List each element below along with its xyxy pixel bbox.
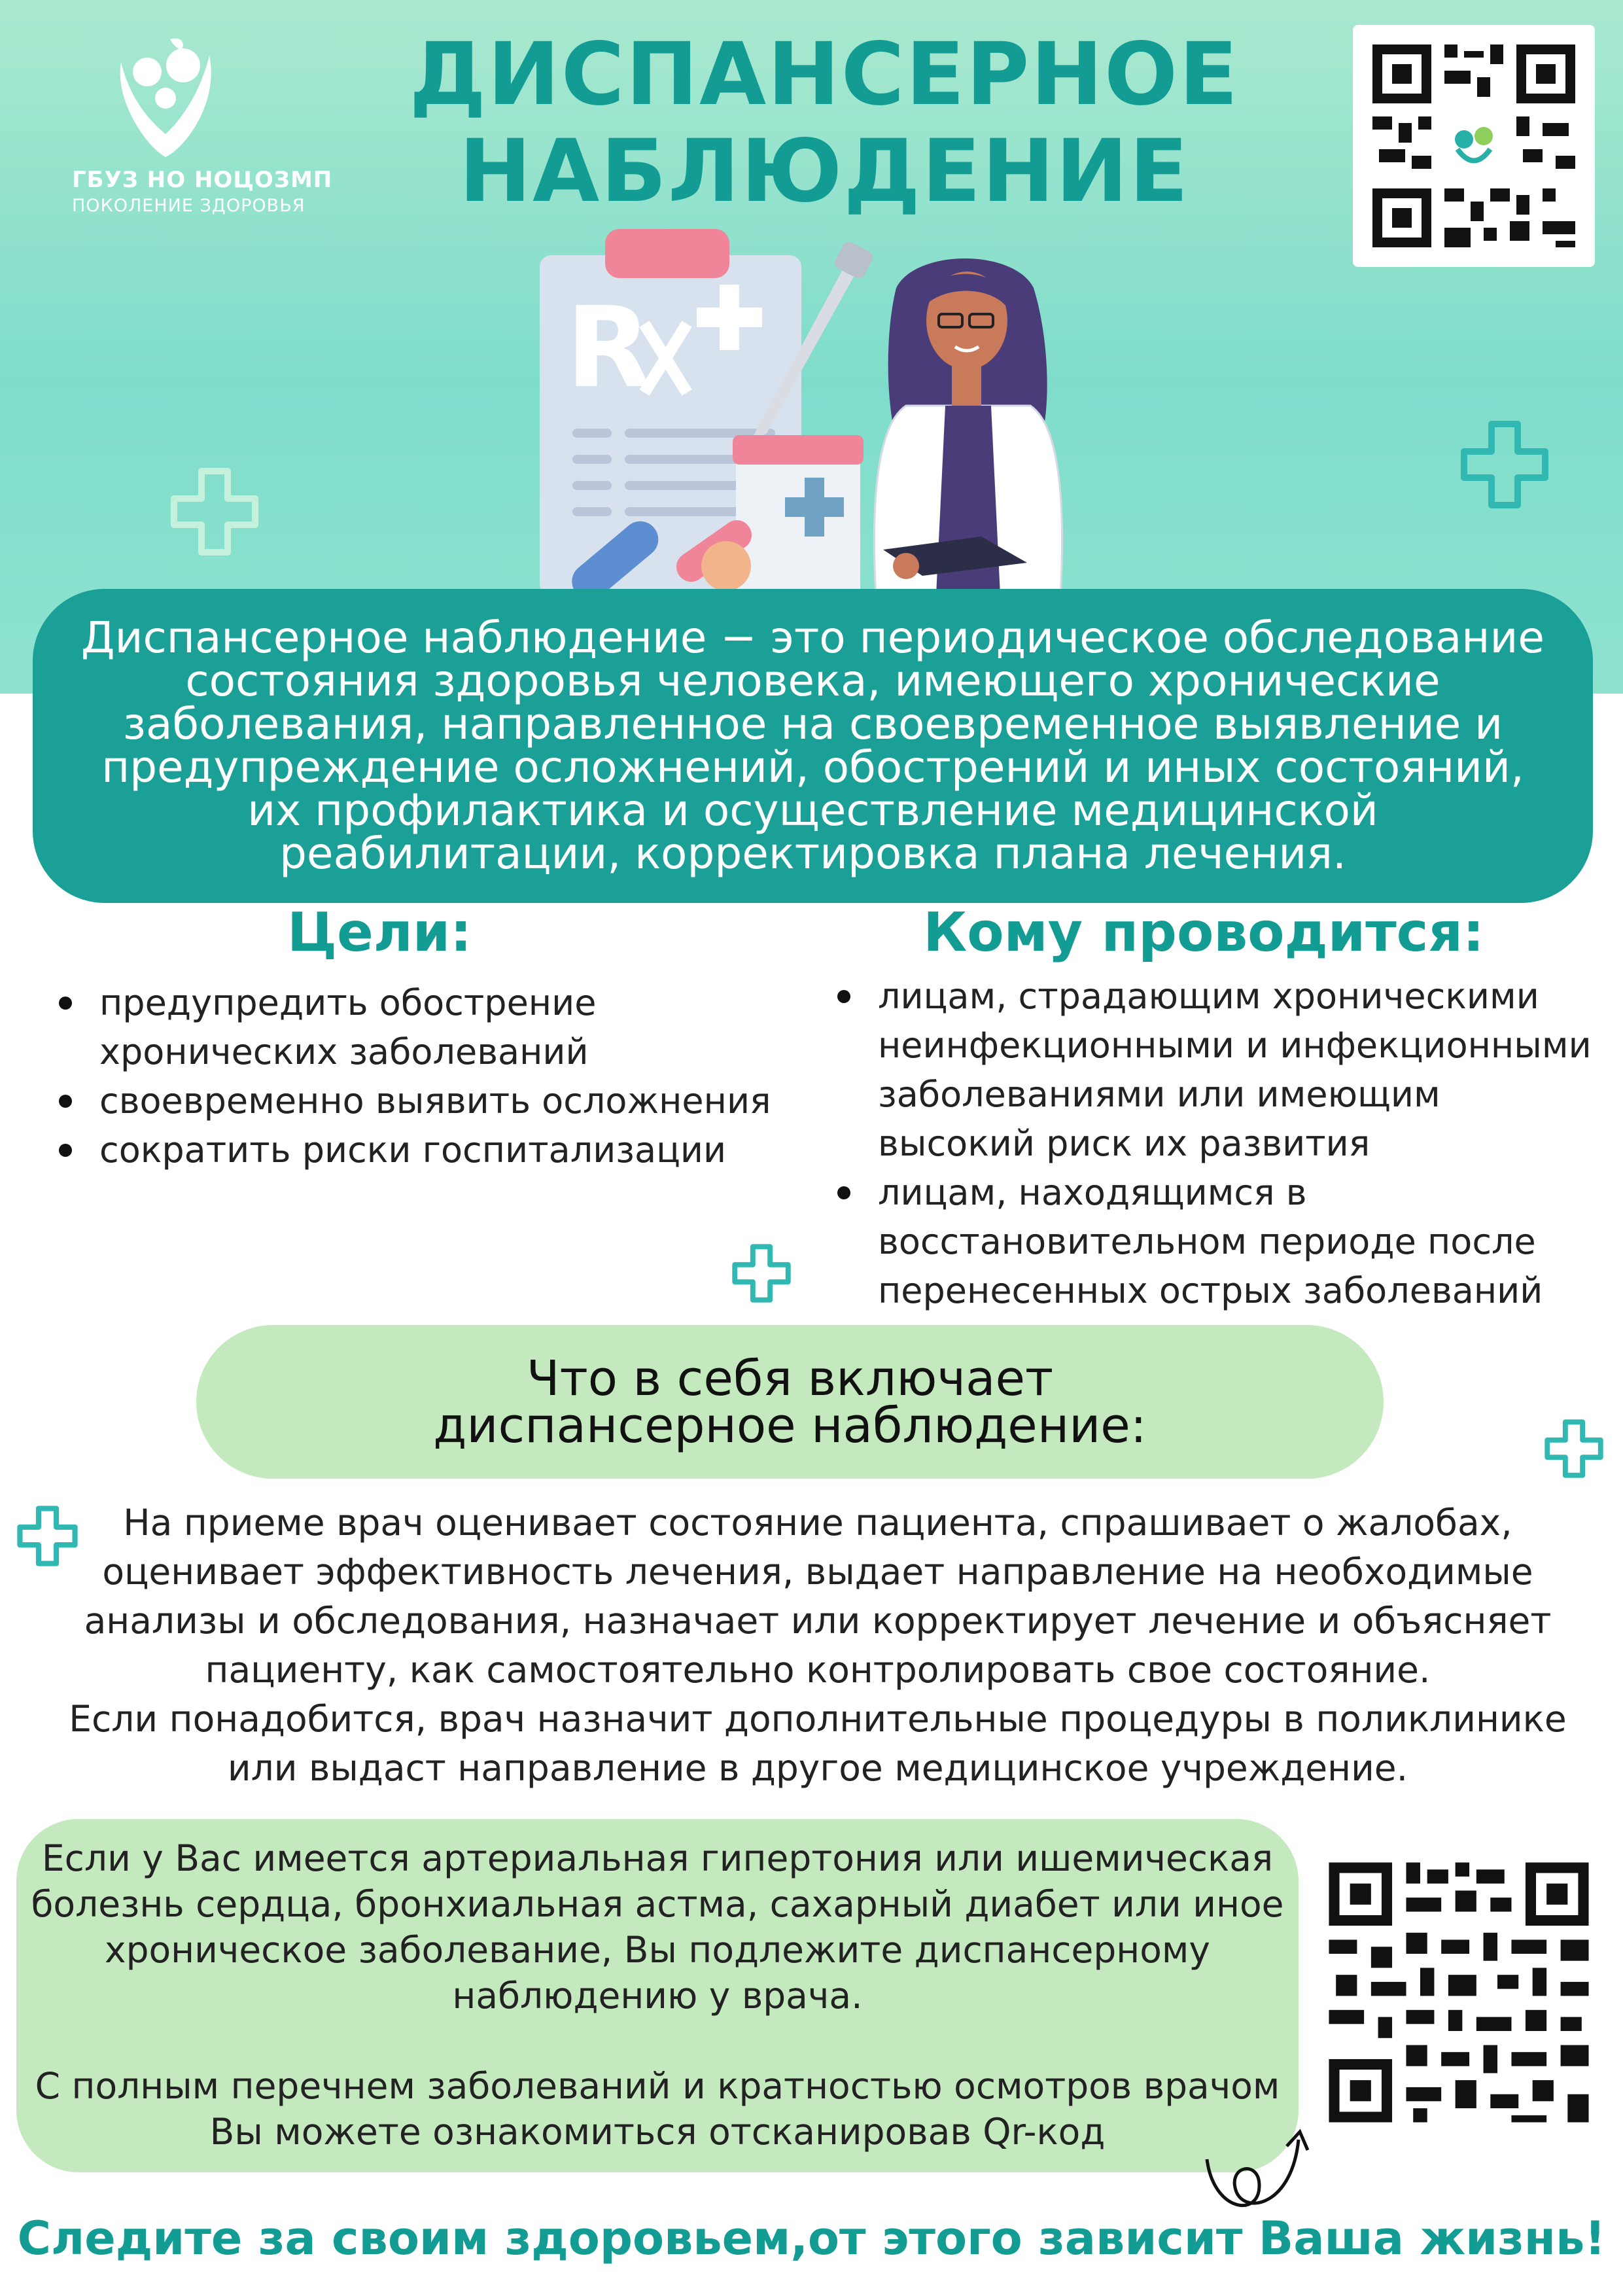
curved-arrow-icon bbox=[1200, 2120, 1318, 2218]
qr-code-top[interactable] bbox=[1353, 25, 1595, 267]
logo-icon bbox=[108, 36, 222, 160]
whom-list bbox=[832, 972, 1604, 1315]
note-paragraph-2: С полным перечнем заболеваний и кратностью осмотров врачом Вы можете ознакомиться отсканировав Qr-код bbox=[35, 2065, 1280, 2153]
includes-title-line-1: Что в себя включает bbox=[526, 1350, 1054, 1407]
goals-list bbox=[54, 978, 806, 1174]
plus-icon bbox=[1459, 419, 1550, 510]
title-line-1: ДИСПАНСЕРНОЕ bbox=[409, 24, 1240, 125]
org-tagline: ПОКОЛЕНИЕ ЗДОРОВЬЯ bbox=[72, 196, 305, 216]
plus-icon bbox=[1544, 1419, 1604, 1479]
qr-code-icon bbox=[1353, 25, 1595, 267]
page-title bbox=[366, 26, 1282, 220]
includes-description bbox=[39, 1498, 1596, 1793]
includes-title-line-2: диспансерное наблюдение: bbox=[433, 1397, 1147, 1454]
includes-heading-box bbox=[196, 1325, 1384, 1479]
goals-heading: Цели: bbox=[287, 902, 472, 964]
includes-paragraph-1: На приеме врач оценивает состояние пациента, спрашивает о жалобах, оценивает эффективность лечения, выдает направление на необходимые анализы и обследования, назначает или корректирует лечение и объясняет пациенту, как самостоятельно контролировать свое состояние. bbox=[84, 1502, 1552, 1691]
org-logo bbox=[72, 36, 333, 216]
list-item: предупредить обострение хронических заболеваний bbox=[54, 978, 806, 1076]
list-item: лицам, находящимся в восстановительном периоде после перенесенных острых заболеваний bbox=[832, 1168, 1604, 1315]
list-item: сократить риски госпитализации bbox=[54, 1125, 806, 1174]
qr-code-icon bbox=[1315, 1848, 1603, 2136]
footer-slogan: Следите за своим здоровьем,от этого зависит Ваша жизнь! bbox=[17, 2212, 1606, 2265]
definition-box bbox=[33, 589, 1593, 903]
whom-heading: Кому проводится: bbox=[923, 902, 1484, 964]
plus-icon bbox=[169, 466, 260, 557]
plus-icon bbox=[731, 1243, 792, 1303]
list-item: лицам, страдающим хроническими неинфекционными и инфекционными заболеваниями или имеющим высокий риск их развития bbox=[832, 972, 1604, 1168]
note-paragraph-1: Если у Вас имеется артериальная гипертония или ишемическая болезнь сердца, бронхиальная астма, сахарный диабет или иное хроническое заболевание, Вы подлежите диспансерному наблюдению у врача. bbox=[31, 1837, 1284, 2017]
definition-text: Диспансерное наблюдение − это периодическое обследование состояния здоровья человека, имеющего хронические заболевания, направленное на своевременное выявление и предупреждение осложнений, обострений и иных состояний, их профилактика и осуществление медицинской реабилитации, корректировка плана лечения. bbox=[81, 612, 1544, 879]
medical-illustration-icon bbox=[530, 209, 1106, 609]
list-item: своевременно выявить осложнения bbox=[54, 1076, 806, 1125]
org-name: ГБУЗ НО НОЦОЗМП bbox=[72, 167, 333, 193]
svg-text:R: R bbox=[566, 283, 652, 413]
note-box bbox=[16, 1819, 1299, 2172]
includes-paragraph-2: Если понадобится, врач назначит дополнительные процедуры в поликлинике или выдаст направление в другое медицинское учреждение. bbox=[69, 1698, 1567, 1789]
qr-code-bottom[interactable] bbox=[1315, 1848, 1603, 2136]
title-line-2: НАБЛЮДЕНИЕ bbox=[459, 121, 1190, 222]
